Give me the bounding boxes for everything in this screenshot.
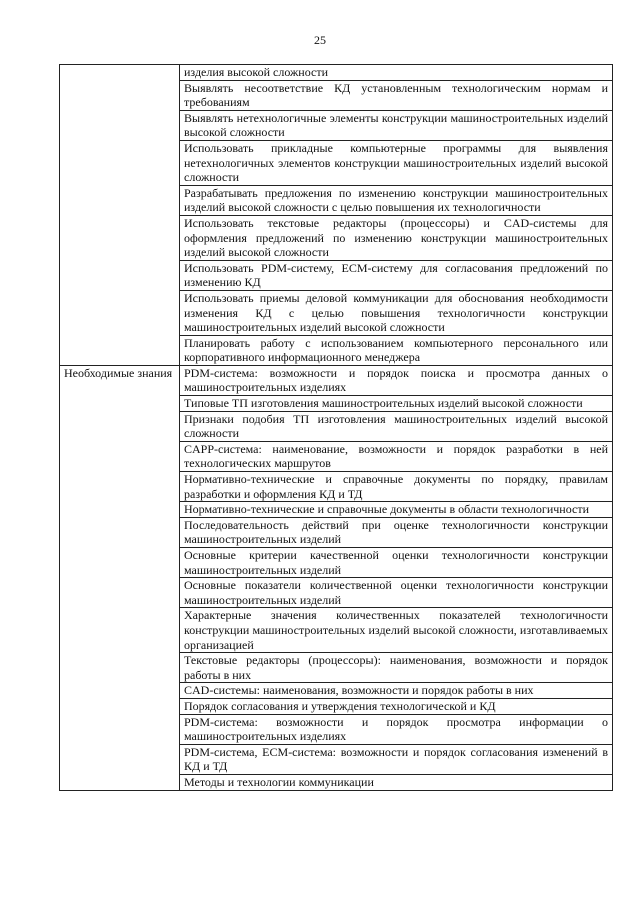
knowledge-item: Текстовые редакторы (процессоры): наименования, возможности и порядок работы в них [180,653,613,683]
table-row [60,65,613,81]
knowledge-item: Типовые ТП изготовления машиностроительных изделий высокой сложности [180,396,613,412]
skills-label-cell [60,65,180,366]
knowledge-item: Основные критерии качественной оценки технологичности конструкции машиностроительных изделий [180,548,613,578]
knowledge-item: Характерные значения количественных показателей технологичности конструкции машиностроительных изделий высокой сложности, изготавливаемых организацией [180,608,613,653]
skill-item: Планировать работу с использованием компьютерного персонального или корпоративного информационного менеджера [180,335,613,365]
skill-item: Выявлять нетехнологичные элементы конструкции машиностроительных изделий высокой сложности [180,110,613,140]
skill-item: Использовать текстовые редакторы (процессоры) и CAD-системы для оформления предложений по изменению конструкции машиностроительных изделий высокой сложности [180,215,613,260]
knowledge-item: Порядок согласования и утверждения технологической и КД [180,698,613,714]
skill-item: Разрабатывать предложения по изменению конструкции машиностроительных изделий высокой сложности с целью повышения их технологичности [180,185,613,215]
knowledge-item: PDM-система, ECM-система: возможности и порядок согласования изменений в КД и ТД [180,744,613,774]
knowledge-item: Основные показатели количественной оценки технологичности конструкции машиностроительных изделий [180,578,613,608]
skill-item: изделия высокой сложности [180,65,613,81]
knowledge-label: Необходимые знания [60,365,180,790]
knowledge-item: Признаки подобия ТП изготовления машиностроительных изделий высокой сложности [180,411,613,441]
competency-table [59,64,613,791]
skill-item: Выявлять несоответствие КД установленным технологическим нормам и требованиям [180,80,613,110]
knowledge-item: CAPP-система: наименование, возможности и порядок разработки в ней технологических маршрутов [180,441,613,471]
knowledge-item: Нормативно-технические и справочные документы в области технологичности [180,502,613,518]
knowledge-item: CAD-системы: наименования, возможности и порядок работы в них [180,683,613,699]
knowledge-item: Последовательность действий при оценке технологичности конструкции машиностроительных изделий [180,517,613,547]
skill-item: Использовать прикладные компьютерные программы для выявления нетехнологичных элементов конструкции машиностроительных изделий высокой сложности [180,140,613,185]
table-row [60,365,613,395]
page-number: 25 [314,33,326,47]
knowledge-item: Методы и технологии коммуникации [180,774,613,790]
skill-item: Использовать приемы деловой коммуникации для обоснования необходимости изменения КД с целью повышения технологичности конструкции машиностроительных изделий высокой сложности [180,290,613,335]
knowledge-item: PDM-система: возможности и порядок просмотра информации о машиностроительных изделиях [180,714,613,744]
skill-item: Использовать PDM-систему, ECM-систему для согласования предложений по изменению КД [180,260,613,290]
knowledge-item: Нормативно-технические и справочные документы по порядку, правилам разработки и оформления КД и ТД [180,472,613,502]
knowledge-item: PDM-система: возможности и порядок поиска и просмотра данных о машиностроительных изделиях [180,365,613,395]
